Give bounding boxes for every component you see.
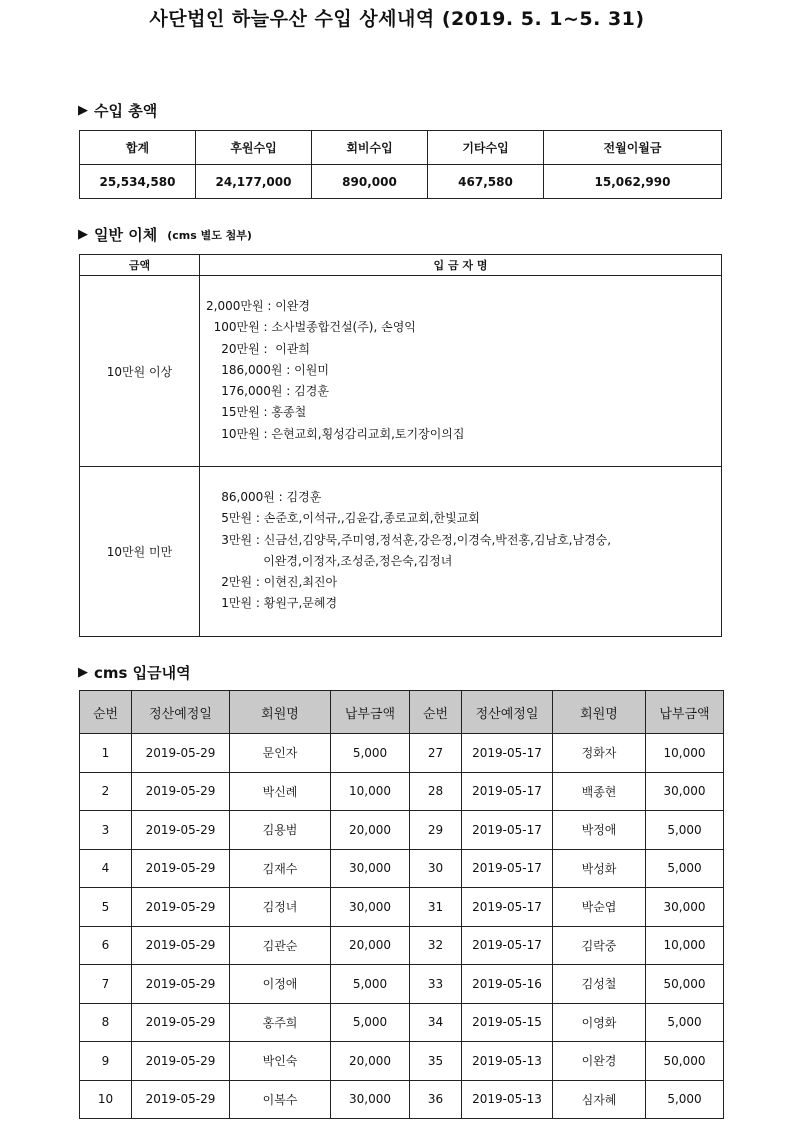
cms-header: 납부금액 <box>331 691 410 734</box>
table-cell: 6 <box>80 926 132 965</box>
table-cell: 30,000 <box>331 888 410 927</box>
depositor-line: 10만원 : 은현교회,횡성감리교회,토기장이의집 <box>206 426 465 441</box>
cms-header: 정산예정일 <box>132 691 230 734</box>
table-cell: 30,000 <box>646 772 724 811</box>
table-row <box>80 888 724 927</box>
table-cell: 5,000 <box>331 965 410 1004</box>
table-cell: 20,000 <box>331 811 410 850</box>
table-cell: 2019-05-29 <box>132 926 230 965</box>
table-cell: 2019-05-13 <box>462 1080 553 1119</box>
depositor-line: 2,000만원 : 이완경 <box>206 299 310 313</box>
table-cell: 34 <box>410 1003 462 1042</box>
table-row <box>80 772 724 811</box>
table-cell: 2019-05-16 <box>462 965 553 1004</box>
table-cell: 10 <box>80 1080 132 1119</box>
summary-value: 24,177,000 <box>196 165 312 199</box>
triangle-right-icon: ▶ <box>78 665 88 680</box>
table-cell: 2019-05-29 <box>132 888 230 927</box>
amount-category: 10만원 이상 <box>80 276 200 467</box>
summary-header: 후원수입 <box>196 131 312 165</box>
cms-table-body <box>80 734 724 1119</box>
table-cell: 9 <box>80 1042 132 1081</box>
summary-value: 467,580 <box>428 165 544 199</box>
table-cell: 2019-05-29 <box>132 1080 230 1119</box>
table-cell: 5 <box>80 888 132 927</box>
table-cell: 2019-05-15 <box>462 1003 553 1042</box>
table-row <box>80 1003 724 1042</box>
table-row <box>80 734 724 773</box>
depositor-line: 이완경,이정자,조성준,정은숙,김정녀 <box>206 553 453 568</box>
table-cell: 박정애 <box>553 811 646 850</box>
table-cell: 이영화 <box>553 1003 646 1042</box>
table-cell: 김락중 <box>553 926 646 965</box>
table-cell: 2019-05-29 <box>132 849 230 888</box>
table-cell: 2019-05-29 <box>132 1003 230 1042</box>
table-cell: 2019-05-17 <box>462 849 553 888</box>
section-title: 수입 총액 <box>94 102 158 120</box>
table-cell: 2 <box>80 772 132 811</box>
table-cell: 30,000 <box>331 1080 410 1119</box>
table-cell: 5,000 <box>646 849 724 888</box>
cms-header: 순번 <box>410 691 462 734</box>
table-cell: 31 <box>410 888 462 927</box>
table-cell: 2019-05-17 <box>462 772 553 811</box>
section-general-transfer <box>78 224 252 245</box>
depositor-names <box>200 276 722 467</box>
table-row <box>80 1080 724 1119</box>
table-cell: 10,000 <box>646 734 724 773</box>
depositor-line: 1만원 : 황원구,문혜경 <box>206 596 338 611</box>
table-cell: 20,000 <box>331 926 410 965</box>
table-cell: 김재수 <box>230 849 331 888</box>
summary-value: 15,062,990 <box>544 165 722 199</box>
summary-header: 전월이월금 <box>544 131 722 165</box>
summary-value: 890,000 <box>312 165 428 199</box>
cms-header: 순번 <box>80 691 132 734</box>
income-summary-table <box>79 130 722 199</box>
table-cell: 5,000 <box>331 734 410 773</box>
table-cell: 10,000 <box>331 772 410 811</box>
section-title: cms 입금내역 <box>94 664 191 682</box>
table-cell: 35 <box>410 1042 462 1081</box>
table-cell: 2019-05-17 <box>462 888 553 927</box>
table-cell: 20,000 <box>331 1042 410 1081</box>
table-cell: 2019-05-29 <box>132 1042 230 1081</box>
table-cell: 문인자 <box>230 734 331 773</box>
table-cell: 36 <box>410 1080 462 1119</box>
general-row <box>80 467 722 637</box>
depositor-line: 176,000원 : 김경훈 <box>206 384 329 399</box>
cms-deposit-table <box>79 690 724 1119</box>
triangle-right-icon: ▶ <box>78 227 88 242</box>
table-cell: 박인숙 <box>230 1042 331 1081</box>
table-cell: 김성철 <box>553 965 646 1004</box>
table-row <box>80 926 724 965</box>
cms-header: 회원명 <box>230 691 331 734</box>
table-cell: 8 <box>80 1003 132 1042</box>
table-cell: 30,000 <box>331 849 410 888</box>
summary-header-row <box>80 131 722 165</box>
table-cell: 5,000 <box>331 1003 410 1042</box>
table-cell: 30 <box>410 849 462 888</box>
general-header: 금액 <box>80 255 200 276</box>
cms-header: 납부금액 <box>646 691 724 734</box>
table-cell: 29 <box>410 811 462 850</box>
table-cell: 27 <box>410 734 462 773</box>
section-income-total <box>78 100 157 121</box>
table-cell: 2019-05-29 <box>132 965 230 1004</box>
general-header-row <box>80 255 722 276</box>
table-cell: 2019-05-29 <box>132 811 230 850</box>
table-cell: 30,000 <box>646 888 724 927</box>
table-cell: 김정녀 <box>230 888 331 927</box>
table-cell: 2019-05-17 <box>462 811 553 850</box>
table-cell: 2019-05-17 <box>462 734 553 773</box>
depositor-line: 20만원 : 이관희 <box>206 341 310 356</box>
table-cell: 5,000 <box>646 811 724 850</box>
table-row <box>80 1042 724 1081</box>
table-cell: 2019-05-29 <box>132 734 230 773</box>
triangle-right-icon: ▶ <box>78 103 88 118</box>
table-cell: 박성화 <box>553 849 646 888</box>
general-transfer-table <box>79 254 722 637</box>
table-cell: 이정애 <box>230 965 331 1004</box>
depositor-line: 15만원 : 홍종철 <box>206 405 307 420</box>
table-cell: 4 <box>80 849 132 888</box>
table-cell: 2019-05-17 <box>462 926 553 965</box>
table-cell: 10,000 <box>646 926 724 965</box>
general-header: 입 금 자 명 <box>200 255 722 276</box>
table-cell: 50,000 <box>646 965 724 1004</box>
table-cell: 홍주희 <box>230 1003 331 1042</box>
table-cell: 33 <box>410 965 462 1004</box>
table-cell: 김용범 <box>230 811 331 850</box>
section-title: 일반 이체 <box>94 226 158 244</box>
table-cell: 32 <box>410 926 462 965</box>
table-cell: 심자혜 <box>553 1080 646 1119</box>
table-row <box>80 811 724 850</box>
table-cell: 5,000 <box>646 1003 724 1042</box>
table-cell: 50,000 <box>646 1042 724 1081</box>
depositor-line: 86,000원 : 김경훈 <box>206 490 322 504</box>
depositor-names <box>200 467 722 637</box>
section-note: (cms 별도 첨부) <box>167 228 252 242</box>
summary-header: 기타수입 <box>428 131 544 165</box>
summary-header: 합계 <box>80 131 196 165</box>
amount-category: 10만원 미만 <box>80 467 200 637</box>
table-cell: 박순엽 <box>553 888 646 927</box>
table-cell: 5,000 <box>646 1080 724 1119</box>
table-cell: 1 <box>80 734 132 773</box>
table-cell: 이완경 <box>553 1042 646 1081</box>
general-row <box>80 276 722 467</box>
cms-header-row <box>80 691 724 734</box>
depositor-line: 100만원 : 소사벌종합건설(주), 손영익 <box>206 320 416 335</box>
summary-header: 회비수입 <box>312 131 428 165</box>
table-cell: 박신례 <box>230 772 331 811</box>
cms-header: 정산예정일 <box>462 691 553 734</box>
cms-header: 회원명 <box>553 691 646 734</box>
table-cell: 정화자 <box>553 734 646 773</box>
table-cell: 7 <box>80 965 132 1004</box>
table-cell: 28 <box>410 772 462 811</box>
table-cell: 이복수 <box>230 1080 331 1119</box>
summary-value-row <box>80 165 722 199</box>
depositor-line: 3만원 : 신금선,김양묵,주미영,정석훈,강은정,이경숙,박전홍,김남호,남경숭, <box>206 532 612 547</box>
depositor-line: 186,000원 : 이원미 <box>206 362 329 377</box>
table-cell: 2019-05-29 <box>132 772 230 811</box>
section-cms-deposit <box>78 662 191 683</box>
table-cell: 백종현 <box>553 772 646 811</box>
table-row <box>80 849 724 888</box>
depositor-line: 5만원 : 손준호,이석규,,김윤갑,종로교회,한빛교회 <box>206 511 480 526</box>
table-cell: 김관순 <box>230 926 331 965</box>
page-title: 사단법인 하늘우산 수입 상세내역 (2019. 5. 1~5. 31) <box>149 8 645 30</box>
summary-value: 25,534,580 <box>80 165 196 199</box>
table-row <box>80 965 724 1004</box>
table-cell: 3 <box>80 811 132 850</box>
depositor-line: 2만원 : 이현진,최진아 <box>206 575 338 590</box>
table-cell: 2019-05-13 <box>462 1042 553 1081</box>
